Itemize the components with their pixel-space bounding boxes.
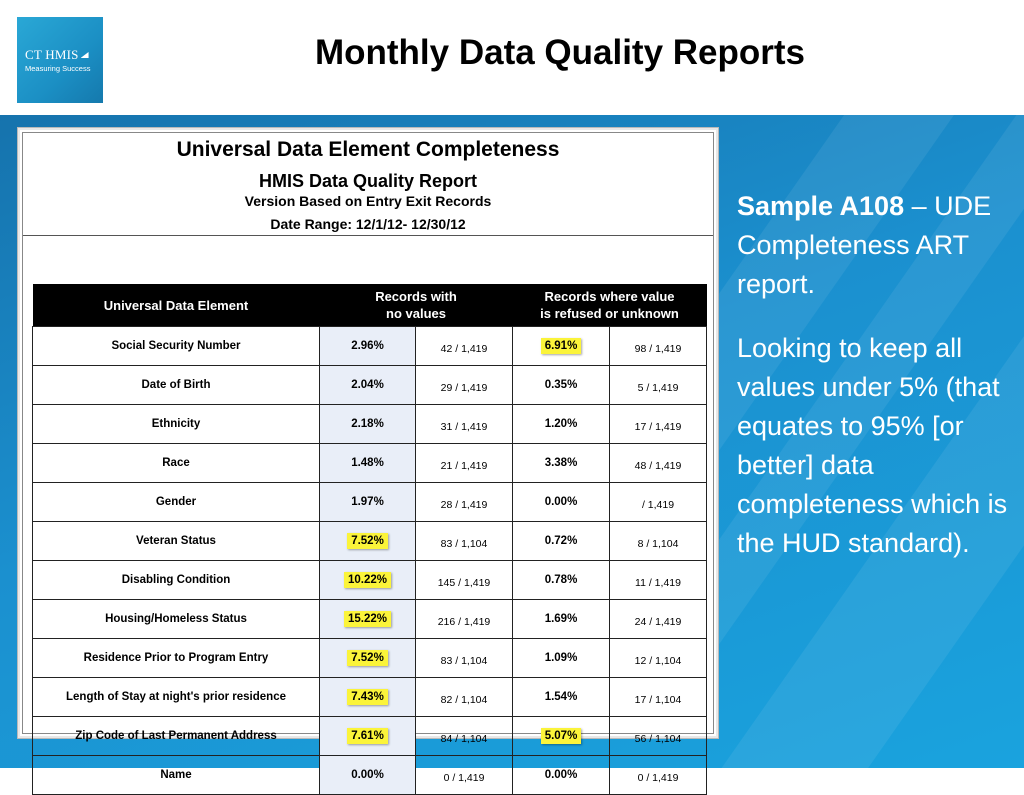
table-row xyxy=(33,561,707,600)
count-no-values: 82 / 1,104 xyxy=(416,678,513,717)
table-row xyxy=(33,717,707,756)
report-subtitle: HMIS Data Quality Report xyxy=(258,171,478,191)
header-no-values: Records with no values xyxy=(320,284,513,327)
pct-refused-unknown: 1.69% xyxy=(513,600,610,639)
element-name: Social Security Number xyxy=(33,327,320,366)
element-name: Residence Prior to Program Entry xyxy=(33,639,320,678)
table-row xyxy=(33,522,707,561)
count-no-values: 28 / 1,419 xyxy=(416,483,513,522)
pct-no-values: 15.22% xyxy=(320,600,416,639)
report-image xyxy=(17,127,719,784)
count-refused-unknown: 56 / 1,104 xyxy=(610,717,707,756)
pct-no-values: 1.97% xyxy=(320,483,416,522)
count-refused-unknown: 5 / 1,419 xyxy=(610,366,707,405)
count-no-values: 145 / 1,419 xyxy=(416,561,513,600)
element-name: Name xyxy=(33,756,320,795)
pct-no-values: 2.18% xyxy=(320,405,416,444)
header-divider xyxy=(23,235,713,236)
count-no-values: 21 / 1,419 xyxy=(416,444,513,483)
header-element: Universal Data Element xyxy=(33,284,320,327)
pct-refused-unknown: 1.20% xyxy=(513,405,610,444)
pct-no-values: 0.00% xyxy=(320,756,416,795)
pct-refused-unknown: 5.07% xyxy=(513,717,610,756)
count-no-values: 216 / 1,419 xyxy=(416,600,513,639)
count-no-values: 29 / 1,419 xyxy=(416,366,513,405)
table-row xyxy=(33,756,707,795)
pct-refused-unknown: 0.78% xyxy=(513,561,610,600)
count-no-values: 31 / 1,419 xyxy=(416,405,513,444)
report-sheet xyxy=(22,132,714,784)
pct-no-values: 2.04% xyxy=(320,366,416,405)
count-refused-unknown: 48 / 1,419 xyxy=(610,444,707,483)
element-name: Veteran Status xyxy=(33,522,320,561)
report-version: Version Based on Entry Exit Records xyxy=(244,193,492,209)
pct-refused-unknown: 6.91% xyxy=(513,327,610,366)
table-header-row xyxy=(33,284,707,327)
count-refused-unknown: 17 / 1,419 xyxy=(610,405,707,444)
count-refused-unknown: 24 / 1,419 xyxy=(610,600,707,639)
pct-no-values: 7.52% xyxy=(320,522,416,561)
report-title: Universal Data Element Completeness xyxy=(176,138,560,161)
pct-refused-unknown: 0.00% xyxy=(513,756,610,795)
element-name: Date of Birth xyxy=(33,366,320,405)
count-refused-unknown: 8 / 1,104 xyxy=(610,522,707,561)
completeness-table xyxy=(32,284,707,795)
header-refused-unknown: Records where value is refused or unknown xyxy=(513,284,707,327)
logo-name: CT HMIS xyxy=(25,47,89,63)
logo-tagline: Measuring Success xyxy=(25,64,91,73)
pct-no-values: 10.22% xyxy=(320,561,416,600)
count-refused-unknown: 17 / 1,104 xyxy=(610,678,707,717)
pct-refused-unknown: 0.00% xyxy=(513,483,610,522)
report-date-range: Date Range: 12/1/12- 12/30/12 xyxy=(270,216,466,232)
count-refused-unknown: / 1,419 xyxy=(610,483,707,522)
table-row xyxy=(33,639,707,678)
pct-refused-unknown: 0.72% xyxy=(513,522,610,561)
count-no-values: 0 / 1,419 xyxy=(416,756,513,795)
pct-refused-unknown: 3.38% xyxy=(513,444,610,483)
count-no-values: 42 / 1,419 xyxy=(416,327,513,366)
pct-no-values: 7.61% xyxy=(320,717,416,756)
table-row xyxy=(33,444,707,483)
table-row xyxy=(33,405,707,444)
count-refused-unknown: 12 / 1,104 xyxy=(610,639,707,678)
element-name: Race xyxy=(33,444,320,483)
page-title: Monthly Data Quality Reports xyxy=(314,33,806,72)
table-row xyxy=(33,327,707,366)
count-refused-unknown: 0 / 1,419 xyxy=(610,756,707,795)
pct-no-values: 7.43% xyxy=(320,678,416,717)
pct-refused-unknown: 1.09% xyxy=(513,639,610,678)
table-row xyxy=(33,366,707,405)
pct-refused-unknown: 0.35% xyxy=(513,366,610,405)
pct-no-values: 1.48% xyxy=(320,444,416,483)
count-no-values: 83 / 1,104 xyxy=(416,639,513,678)
element-name: Gender xyxy=(33,483,320,522)
count-refused-unknown: 11 / 1,419 xyxy=(610,561,707,600)
top-bar xyxy=(0,0,1024,115)
side-notes xyxy=(737,187,1019,563)
element-name: Housing/Homeless Status xyxy=(33,600,320,639)
count-refused-unknown: 98 / 1,419 xyxy=(610,327,707,366)
count-no-values: 84 / 1,104 xyxy=(416,717,513,756)
element-name: Zip Code of Last Permanent Address xyxy=(33,717,320,756)
pct-refused-unknown: 1.54% xyxy=(513,678,610,717)
sample-caption: Sample A108 – UDE Completeness ART report. xyxy=(737,191,992,299)
table-row xyxy=(33,678,707,717)
pct-no-values: 2.96% xyxy=(320,327,416,366)
completeness-note: Looking to keep all values under 5% (that equates to 95% [or better] data completeness which is the HUD standard). xyxy=(737,333,1008,558)
pct-no-values: 7.52% xyxy=(320,639,416,678)
element-name: Length of Stay at night's prior residence xyxy=(33,678,320,717)
count-no-values: 83 / 1,104 xyxy=(416,522,513,561)
table-row xyxy=(33,600,707,639)
element-name: Ethnicity xyxy=(33,405,320,444)
table-row xyxy=(33,483,707,522)
element-name: Disabling Condition xyxy=(33,561,320,600)
